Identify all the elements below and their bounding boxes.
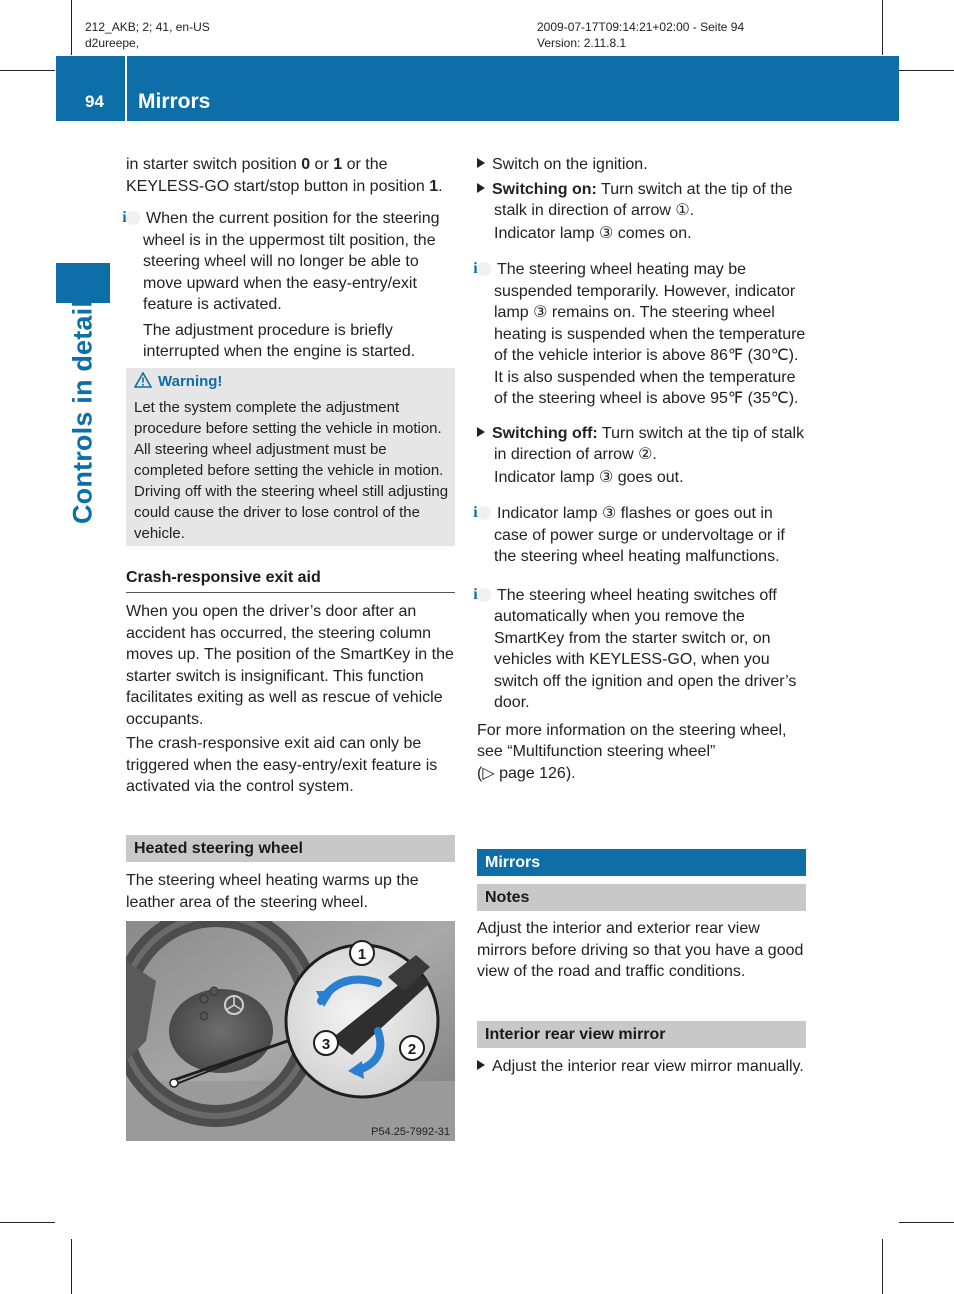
left-intro — [122, 154, 458, 363]
intro-paragraph: in starter switch position 0 or 1 or the KEYLESS-GO start/stop button in position 1. — [126, 156, 443, 195]
meta-right-line2: Version: 2.11.8.1 — [537, 36, 627, 50]
heated-intro: The steering wheel heating warms up the leather area of the steering wheel. — [126, 872, 419, 911]
crop-mark — [882, 1239, 883, 1294]
callout-3: 3 — [321, 1036, 331, 1053]
crop-mark — [0, 70, 55, 71]
step-adjust-mirror: Adjust the interior rear view mirror manually. — [477, 1056, 809, 1078]
crash-paragraph-1: When you open the driver’s door after an accident has occurred, the steering column moves up. The position of the SmartKey in the starter switch is insignificant. This function facilitates exiting as well as rescue of vehicle occupants. — [126, 603, 454, 728]
crop-mark — [71, 0, 72, 55]
callout-1: 1 — [357, 946, 367, 963]
crop-mark — [71, 1239, 72, 1294]
warning-triangle-icon — [134, 372, 152, 388]
info-icon: i — [477, 506, 491, 520]
info-note: i Indicator lamp ③ flashes or goes out in case of power surge or undervoltage or if the steering wheel heating malfunctions. — [473, 504, 785, 565]
crash-exit-heading: Crash-responsive exit aid — [126, 569, 321, 586]
heading-rule — [126, 592, 455, 593]
page-reference-link[interactable]: (▷ page 126). — [477, 764, 576, 782]
steering-wheel-illustration — [126, 921, 455, 1141]
print-meta-right — [537, 19, 744, 51]
info-note: i When the current position for the steering wheel is in the uppermost tilt position, the steering wheel will no longer be able to move upward when the easy-entry/exit feature is activated. — [122, 209, 440, 313]
more-info-text: For more information on the steering wheel, see “Multifunction steering wheel” (▷ page 126). — [477, 721, 787, 782]
notes-text: Adjust the interior and exterior rear view mirrors before driving so that you have a good view of the road and traffic conditions. — [477, 920, 804, 980]
meta-left-line2: d2ureepe, — [85, 36, 140, 50]
mirrors-heading: Mirrors — [477, 849, 806, 876]
photo-code: P54.25-7992-31 — [371, 1126, 450, 1138]
crash-paragraph-2: The crash-responsive exit aid can only be triggered when the easy-entry/exit feature is activated via the control system. — [126, 735, 438, 795]
section-side-label: Controls in detail — [67, 299, 98, 525]
crash-exit-text — [126, 601, 458, 798]
header-divider — [125, 56, 127, 121]
meta-left-line1: 212_AKB; 2; 41, en-US — [85, 20, 210, 34]
crop-mark — [0, 1222, 55, 1223]
callout-2: 2 — [407, 1041, 417, 1058]
warning-text: Let the system complete the adjustment procedure before setting the vehicle in motion. All steering wheel adjustment must be completed before setting the vehicle in motion. Driving off with the steering wheel still adjusting could cause the driver to lose control of the vehicle. — [134, 399, 449, 542]
page-title: Mirrors — [138, 90, 211, 113]
notes-heading: Notes — [477, 884, 806, 911]
side-tab-marker — [56, 263, 110, 303]
step-switching-off: Switching off: Turn switch at the tip of stalk in direction of arrow ②. — [477, 423, 809, 466]
page-number: 94 — [85, 92, 104, 111]
info-icon: i — [477, 262, 491, 276]
crop-mark — [882, 0, 883, 55]
info-note-continued: The adjustment procedure is briefly interrupted when the engine is started. — [143, 321, 416, 360]
print-meta-left — [85, 19, 210, 51]
warning-heading: Warning! — [134, 372, 222, 390]
step-switch-on-ignition: Switch on the ignition. — [477, 154, 809, 176]
info-icon: i — [477, 588, 491, 602]
right-column — [473, 154, 809, 784]
crop-mark — [899, 1222, 954, 1223]
interior-mirror-step — [477, 1056, 809, 1078]
step-switching-off-result: Indicator lamp ③ goes out. — [494, 468, 684, 486]
step-arrow-icon — [477, 427, 485, 437]
step-arrow-icon — [477, 158, 485, 168]
step-arrow-icon — [477, 183, 485, 193]
step-switching-on: Switching on: Turn switch at the tip of the stalk in direction of arrow ①. — [477, 179, 809, 222]
step-switching-on-result: Indicator lamp ③ comes on. — [494, 224, 692, 242]
info-note: i The steering wheel heating switches off automatically when you remove the SmartKey from the starter switch or, on vehicles with KEYLESS-GO, when you switch off the ignition and open the driver’s door. — [473, 585, 797, 711]
meta-right-line1: 2009-07-17T09:14:21+02:00 - Seite 94 — [537, 20, 745, 34]
info-icon: i — [126, 211, 140, 225]
interior-mirror-heading: Interior rear view mirror — [477, 1021, 806, 1048]
crop-mark — [899, 70, 954, 71]
step-arrow-icon — [477, 1060, 485, 1070]
info-note: i The steering wheel heating may be suspended temporarily. However, indicator lamp ③ remains on. The steering wheel heating is suspended when the temperature of the vehicle interior is above 86℉ (30℃). It is also suspended when the temperature of the steering wheel is above 95℉ (35℃). — [473, 260, 806, 407]
heated-steering-heading: Heated steering wheel — [126, 835, 455, 862]
